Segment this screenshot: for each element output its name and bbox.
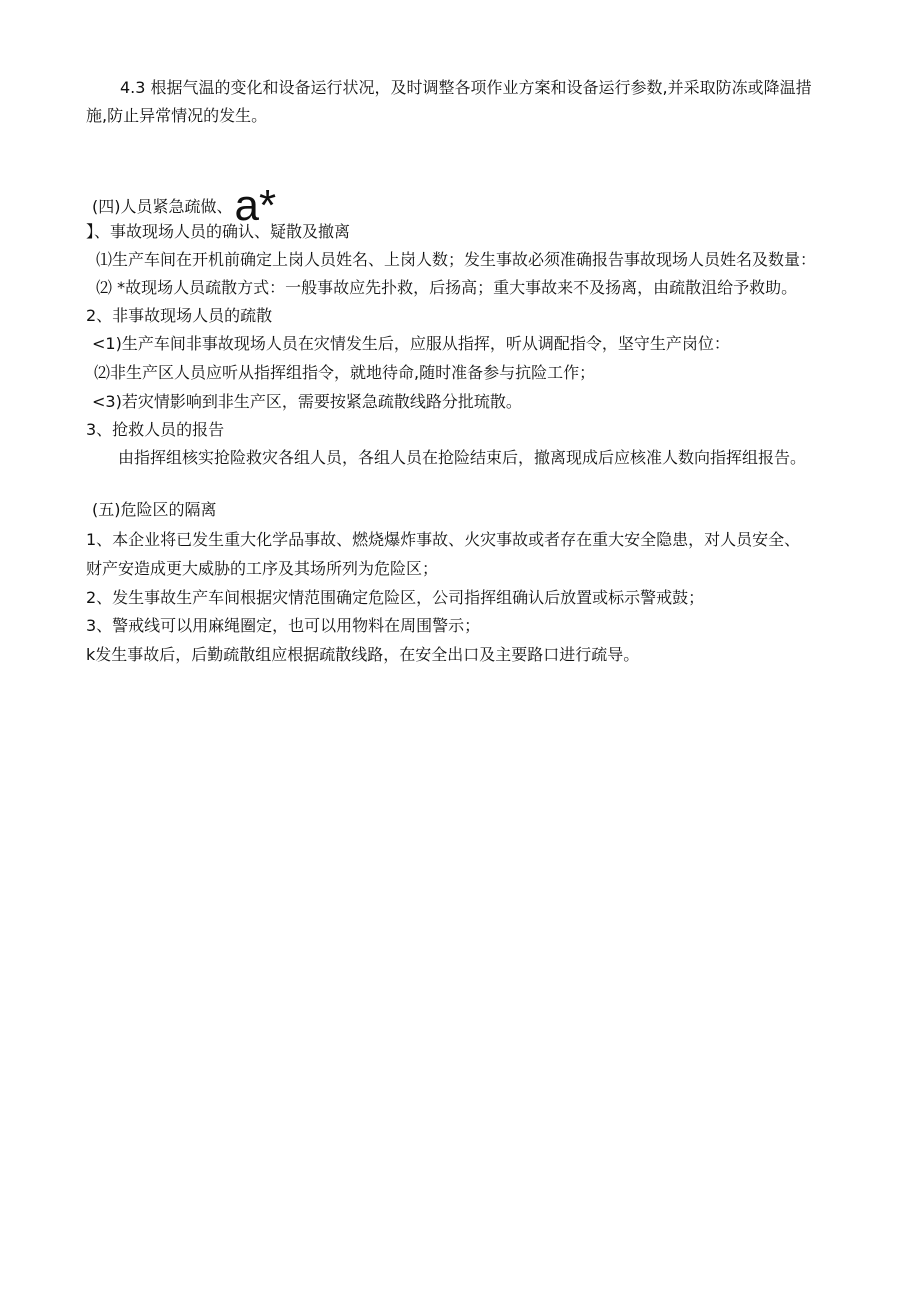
- item-2-sub-1: <1)生产车间非事故现场人员在灾情发生后，应服从指挥，听从调配指令，坚守生产岗位：: [92, 334, 730, 353]
- section-five-item-2: 2、发生事故生产车间根据灾情范围确定危险区，公司指挥组确认后放置或标示警戒鼓；: [86, 588, 705, 607]
- section-five-item-4: k发生事故后，后勤疏散组应根据疏散线路，在安全出口及主要路口进行疏导。: [86, 645, 640, 664]
- section-four-heading-big-mark: a*: [234, 181, 277, 230]
- item-1-title: 】、事故现场人员的确认、疑散及撤离: [86, 222, 351, 241]
- item-1-sub-2: ⑵ *故现场人员疏散方式：一般事故应先扑救，后扬高；重大事故来不及扬离，由疏散沮给予救助。: [96, 278, 798, 297]
- section-five-heading: (五)危险区的隔离: [92, 500, 217, 519]
- item-1-sub-1: ⑴生产车间在开机前确定上岗人员姓名、上岗人数；发生事故必须准确报告事故现场人员姓名及数量：: [96, 250, 817, 269]
- item-3-title: 3、抢救人员的报告: [86, 420, 225, 439]
- section-4-3-line-1: 4.3 根据气温的变化和设备运行状况，及时调整各项作业方案和设备运行参数,并采取防冻或降温措: [120, 78, 812, 97]
- section-four-heading: [92, 176, 277, 230]
- item-2-sub-2: ⑵非生产区人员应听从指挥组指令，就地待命,随时准备参与抗险工作；: [94, 363, 596, 382]
- section-four-heading-text: (四)人员紧急疏做、: [92, 197, 233, 216]
- item-3-body: 由指挥组核实抢险救灾各组人员，各组人员在抢险结束后，撤离现成后应核准人数向指挥组报告。: [118, 448, 807, 467]
- section-five-item-1-line-2: 财产安造成更大威胁的工序及其场所列为危险区；: [86, 559, 439, 578]
- item-2-sub-3: <3)若灾情影响到非生产区，需要按紧急疏散线路分批琉散。: [92, 392, 522, 411]
- item-2-title: 2、非事故现场人员的疏散: [86, 306, 273, 325]
- section-4-3-line-2: 施,防止异常情况的发生。: [86, 106, 268, 125]
- section-five-item-1-line-1: 1、本企业将已发生重大化学品事故、燃烧爆炸事故、火灾事故或者存在重大安全隐患，对人员安全、: [86, 530, 801, 549]
- section-five-item-3: 3、警戒线可以用麻绳圈定，也可以用物料在周围警示；: [86, 616, 481, 635]
